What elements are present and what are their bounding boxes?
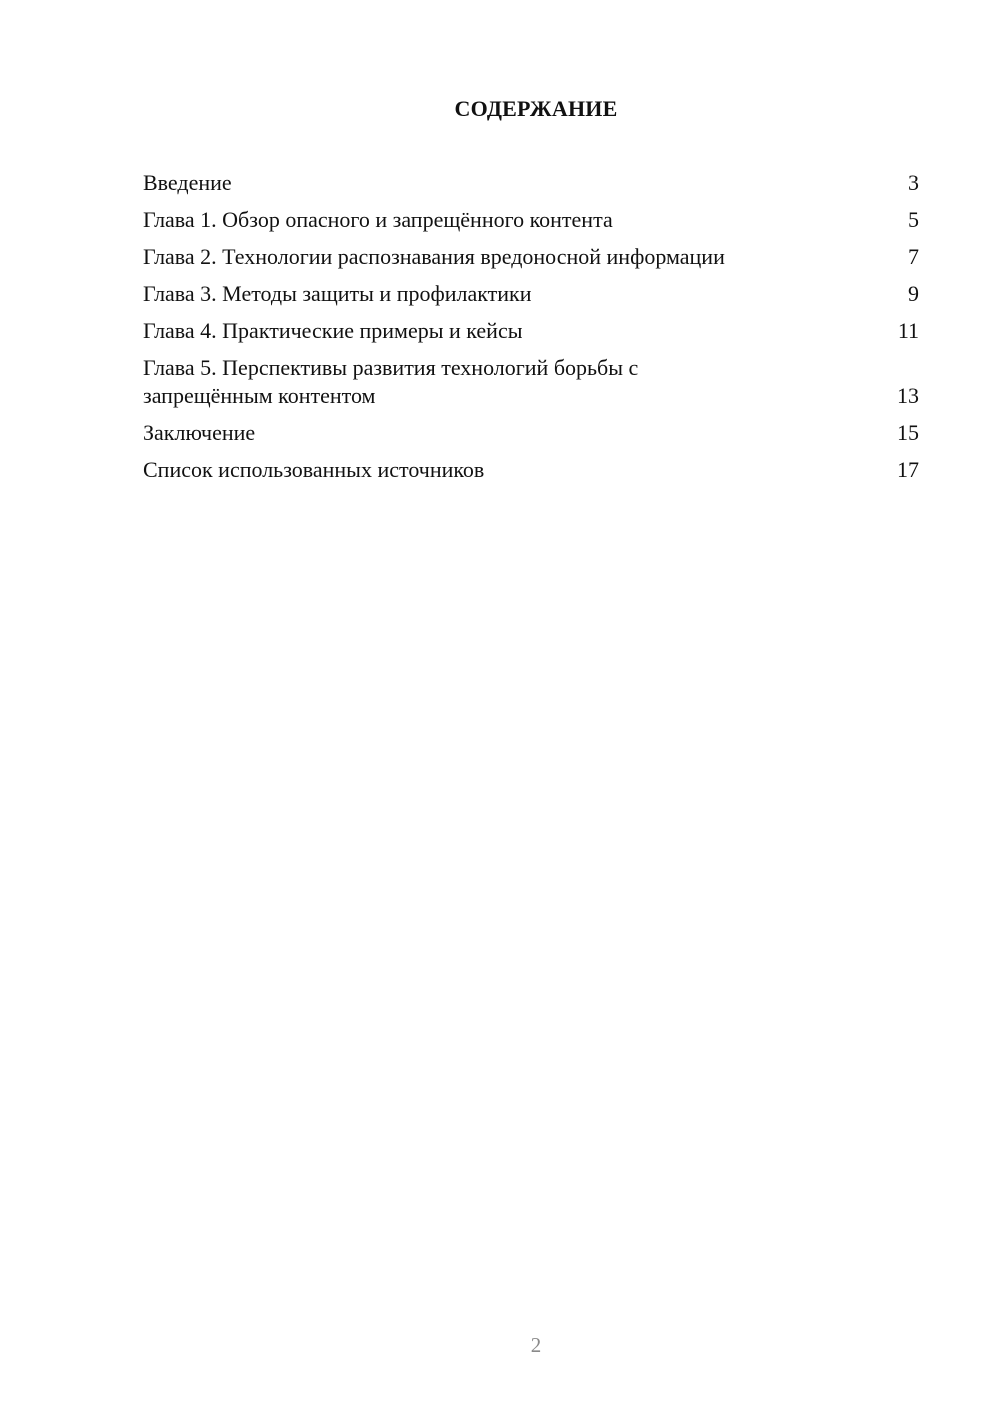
toc-entry-label: Глава 1. Обзор опасного и запрещённого контента	[143, 207, 613, 232]
toc-entry-page: 13	[897, 383, 919, 408]
toc-entry-label: Заключение	[143, 420, 256, 445]
page-number: 2	[530, 1333, 542, 1357]
toc-entry-label: Глава 4. Практические примеры и кейсы	[143, 318, 523, 343]
toc-entry-chapter-1[interactable]	[143, 206, 919, 234]
toc-title: СОДЕРЖАНИЕ	[454, 96, 618, 121]
toc-entry-chapter-3[interactable]	[143, 280, 919, 308]
toc-entry-label: Глава 5. Перспективы развития технологий борьбы с запрещённым контентом	[143, 355, 639, 408]
toc-entry-label: Глава 3. Методы защиты и профилактики	[143, 281, 532, 306]
toc-entry-page: 7	[908, 244, 919, 269]
toc-entry-chapter-5[interactable]	[143, 354, 919, 410]
toc-entry-chapter-4[interactable]	[143, 317, 919, 345]
toc-entry-conclusion[interactable]	[143, 419, 919, 447]
toc-entry-references[interactable]	[143, 456, 919, 484]
toc-entry-page: 5	[908, 207, 919, 232]
toc-entry-chapter-2[interactable]	[143, 243, 919, 271]
toc-entry-label: Список использованных источников	[143, 457, 485, 482]
toc-entry-introduction[interactable]	[143, 169, 919, 197]
toc-entry-label: Введение	[143, 170, 232, 195]
toc-entry-page: 9	[908, 281, 919, 306]
toc-entry-page: 15	[897, 420, 919, 445]
toc-entry-label: Глава 2. Технологии распознавания вредоносной информации	[143, 244, 725, 269]
toc-entry-page: 17	[897, 457, 919, 482]
table-of-contents	[143, 169, 919, 493]
toc-entry-page: 3	[908, 170, 919, 195]
toc-entry-page: 11	[897, 318, 919, 343]
